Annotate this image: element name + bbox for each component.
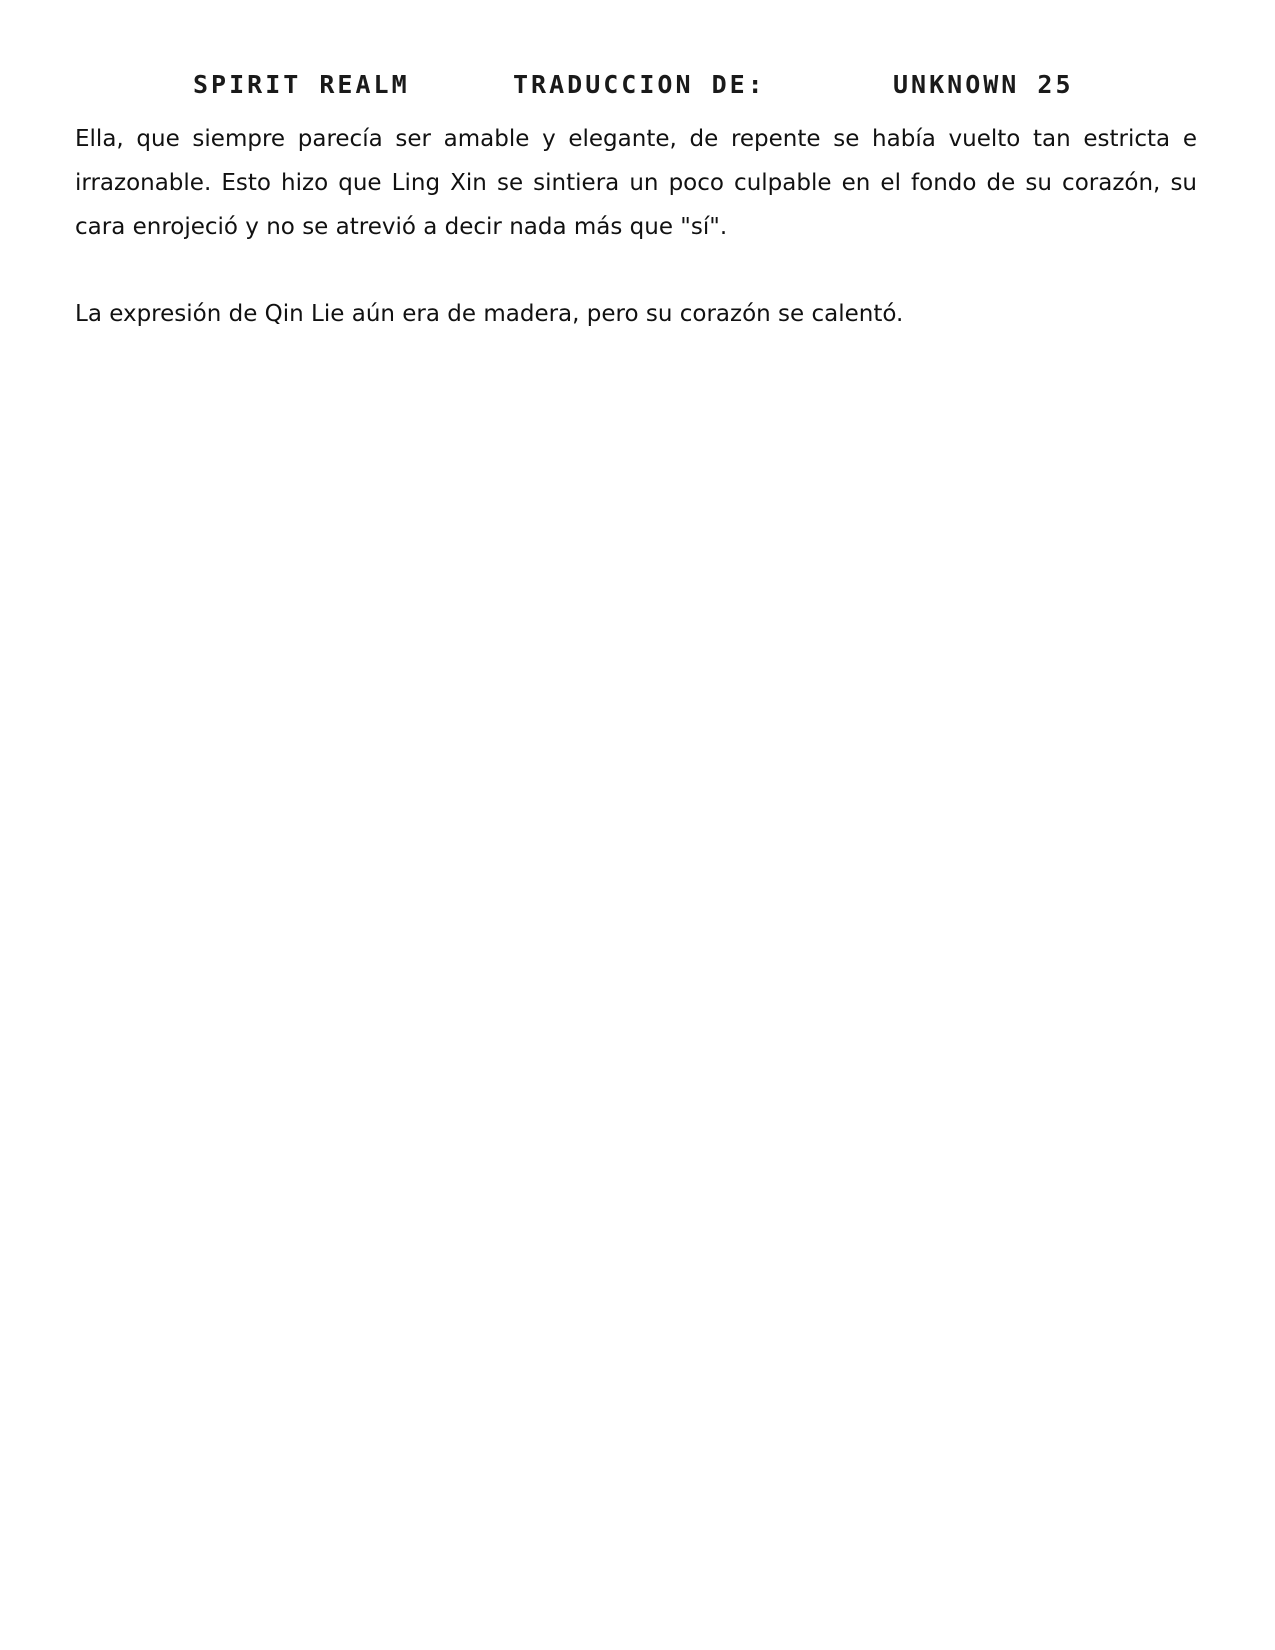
header-translation-label: TRADUCCION DE: (513, 70, 766, 99)
header-title: SPIRIT REALM (193, 70, 410, 99)
paragraph: Ella, que siempre parecía ser amable y elegante, de repente se había vuelto tan estricta e irrazonable. Esto hizo que Ling Xin se sintiera un poco culpable en el fondo de su corazón, su cara enrojeció y no se atrevió a decir nada más que "sí". (75, 126, 1197, 240)
page-header (0, 70, 1275, 110)
header-translator: UNKNOWN 25 (893, 70, 1074, 99)
document-body (75, 117, 1197, 379)
paragraph: La expresión de Qin Lie aún era de madera, pero su corazón se calentó. (75, 301, 904, 327)
